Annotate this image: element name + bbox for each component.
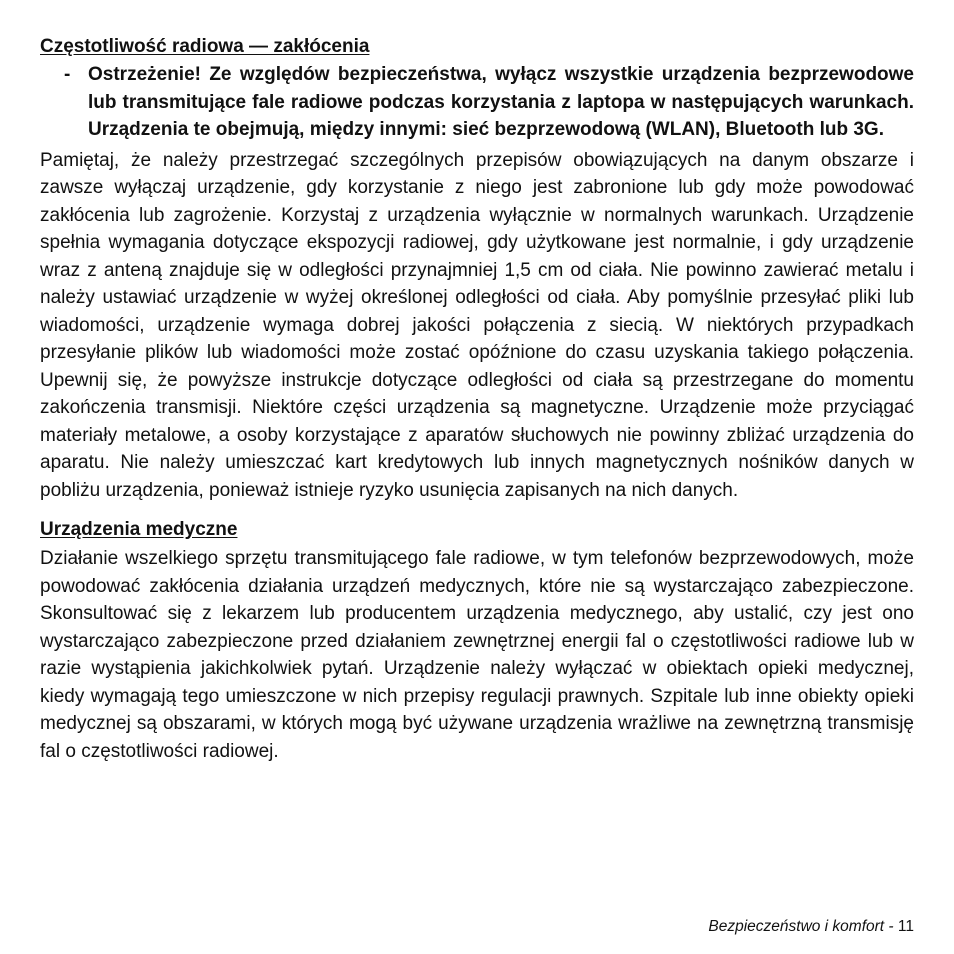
section-heading-radio-interference: Częstotliwość radiowa — zakłócenia [40, 36, 370, 57]
warning-item [40, 61, 914, 144]
footer-title: Bezpieczeństwo i komfort - [708, 918, 894, 935]
section-heading-medical-devices: Urządzenia medyczne [40, 519, 238, 540]
page-number: 11 [897, 918, 914, 935]
warning-text: Ostrzeżenie! Ze względów bezpieczeństwa, wyłącz wszystkie urządzenia bezprzewodowe lub transmitujące fale radiowe podczas korzystania z laptopa w następujących warunkach. Urządzenia te obejmują, między innymi: sieć bezprzewodową (WLAN), Bluetooth lub 3G. [88, 64, 914, 140]
medical-devices-paragraph: Działanie wszelkiego sprzętu transmitującego fale radiowe, w tym telefonów bezprzewodowych, może powodować zakłócenia działania urządzeń medycznych, które nie są wystarczająco zabezpieczone. Skonsultować się z lekarzem lub producentem urządzenia medycznego, aby ustalić, czy jest ono wystarczająco zabezpieczone przed działaniem zewnętrznej energii fal o częstotliwości radiowe lub w razie wystąpienia jakichkolwiek pytań. Urządzenie należy wyłączać w obiektach opieki medycznej, kiedy wymagają tego umieszczone w nich przepisy regulacji prawnych. Szpitale lub inne obiekty opieki medycznej są obszarami, w których mogą być używane urządzenia wrażliwe na zewnętrzną transmisję fal o częstotliwości radiowej. [40, 548, 914, 762]
radio-interference-paragraph: Pamiętaj, że należy przestrzegać szczególnych przepisów obowiązujących na danym obszarze i zawsze wyłączaj urządzenie, gdy korzystanie z niego jest zabronione lub gdy może powodować zakłócenia lub zagrożenie. Korzystaj z urządzenia wyłącznie w normalnych warunkach. Urządzenie spełnia wymagania dotyczące ekspozycji radiowej, gdy użytkowane jest normalnie, i gdy urządzenie wraz z anteną znajduje się w odległości przynajmniej 1,5 cm od ciała. Nie powinno zawierać metalu i należy ustawiać urządzenie w wyżej określonej odległości od ciała. Aby pomyślnie przesyłać pliki lub wiadomości, urządzenie wymaga dobrej jakości połączenia z siecią. W niektórych przypadkach przesyłanie plików lub wiadomości może zostać opóźnione do czasu uzyskania takiego połączenia. Upewnij się, że powyższe instrukcje dotyczące odległości od ciała są przestrzegane do momentu zakończenia transmisji. Niektóre części urządzenia są magnetyczne. Urządzenie może przyciągać materiały metalowe, a osoby korzystające z aparatów słuchowych nie powinny zbliżać urządzenia do aparatu. Nie należy umieszczać kart kredytowych lub innych magnetycznych nośników danych w pobliżu urządzenia, ponieważ istnieje ryzyko usunięcia zapisanych na nich danych. [40, 149, 914, 501]
page-footer [708, 917, 914, 937]
warning-bullet: - [64, 64, 71, 85]
document-page [40, 33, 914, 765]
